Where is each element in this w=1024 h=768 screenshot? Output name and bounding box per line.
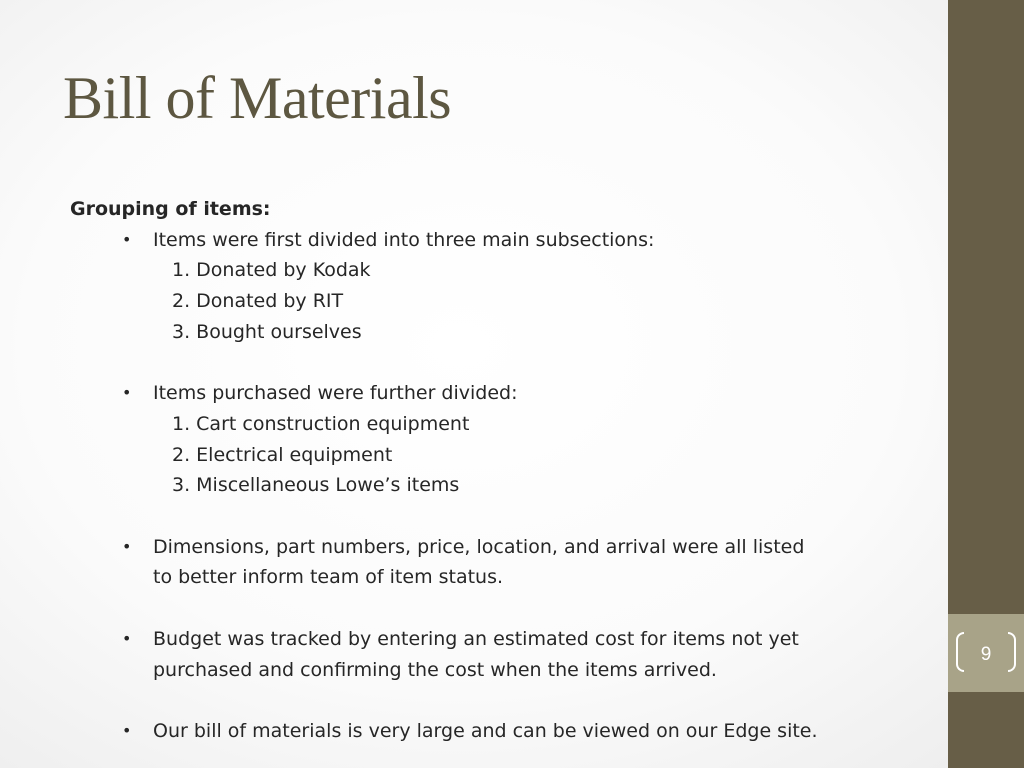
bullet-text-line: Budget was tracked by entering an estimated cost for items not yet (153, 627, 799, 650)
bullet-icon: • (122, 229, 132, 249)
bullet-text: Items were first divided into three main subsections: (153, 228, 655, 251)
bullet-icon: • (122, 720, 132, 740)
bullet-item (70, 225, 910, 256)
spacer (70, 593, 910, 624)
spacer (70, 685, 910, 716)
slide-content (70, 194, 910, 747)
bullet-text-line: Our bill of materials is very large and can be viewed on our Edge site. (153, 719, 818, 742)
bullet-item (70, 532, 910, 593)
sub-item: 3. Miscellaneous Lowe’s items (172, 474, 460, 497)
sub-item: 1. Cart construction equipment (172, 412, 470, 435)
bullet-item (70, 624, 910, 685)
bullet-icon: • (122, 383, 132, 403)
sub-item: 2. Electrical equipment (172, 443, 393, 466)
right-brace-icon (1008, 632, 1016, 672)
sub-item: 2. Donated by RIT (172, 290, 344, 313)
bullet-text-line: Dimensions, part numbers, price, location, and arrival were all listed (153, 535, 805, 558)
bullet-text: Items purchased were further divided: (153, 382, 518, 405)
bullet-text-line: purchased and confirming the cost when the items arrived. (153, 658, 717, 681)
sub-item: 3. Bought ourselves (172, 320, 362, 343)
bullet-item (70, 716, 910, 747)
slide-title: Bill of Materials (63, 65, 452, 131)
bullet-text-line: to better inform team of item status. (153, 566, 504, 589)
spacer (70, 501, 910, 532)
page-number-tab (948, 614, 1024, 692)
bullet-item (70, 378, 910, 409)
section-heading: Grouping of items: (70, 198, 271, 220)
bullet-icon: • (122, 536, 132, 556)
sub-item: 1. Donated by Kodak (172, 259, 371, 282)
page-number: 9 (980, 644, 992, 665)
bullet-icon: • (122, 628, 132, 648)
spacer (70, 348, 910, 379)
